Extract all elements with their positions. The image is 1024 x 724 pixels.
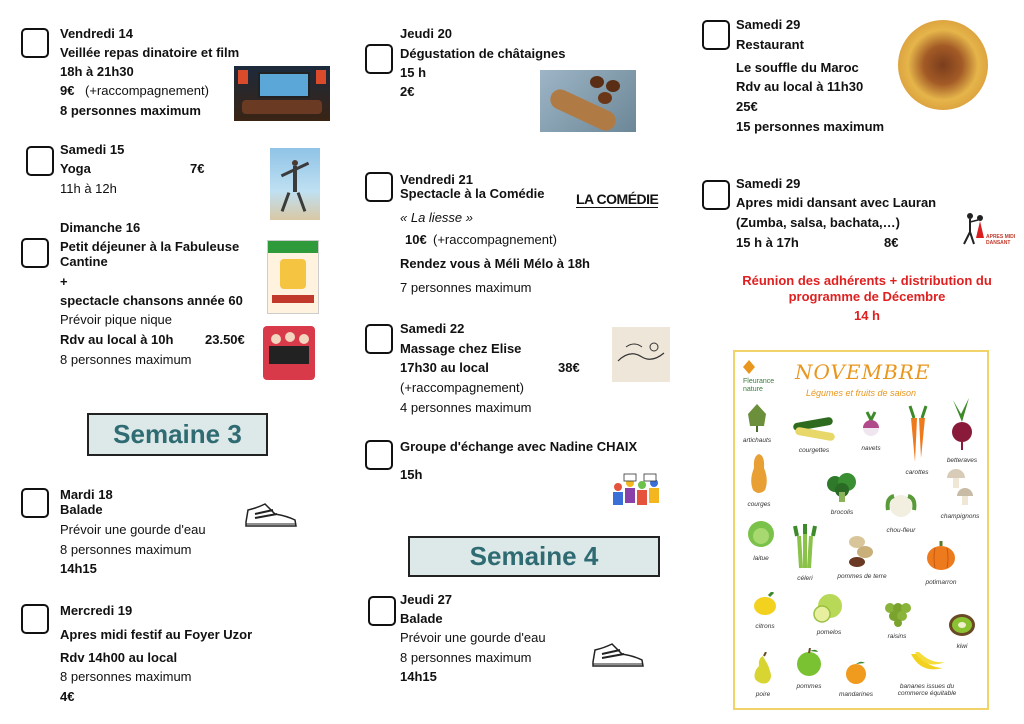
- veg-label: chou-fleur: [886, 527, 916, 534]
- checkbox-mardi18[interactable]: [21, 488, 49, 518]
- event-plus: +: [60, 274, 68, 289]
- event-price: 38€: [558, 360, 580, 375]
- event-title: Dégustation de châtaignes: [400, 46, 566, 61]
- veg-label: pomelos: [816, 629, 842, 636]
- event-title: Groupe d'échange avec Nadine CHAIX: [400, 439, 638, 454]
- event-title: Restaurant: [736, 37, 804, 52]
- veg-label: céleri: [797, 575, 813, 582]
- veg-navets: [851, 410, 891, 452]
- event-title: Apres midi dansant avec Lauran: [736, 195, 937, 210]
- veg-celeri: [785, 522, 825, 582]
- veg-pommes: [789, 648, 829, 690]
- veg-citrons: [747, 592, 783, 630]
- event-time: 15 h: [400, 65, 427, 80]
- event-show: spectacle chansons année 60: [60, 293, 243, 308]
- event-show: « La liesse »: [400, 210, 473, 225]
- veg-label: betteraves: [946, 457, 978, 464]
- veg-champignons: [935, 464, 985, 520]
- checkbox-jeudi27[interactable]: [368, 596, 396, 626]
- event-day: Vendredi 21: [400, 172, 473, 187]
- event-max: 8 personnes maximum: [400, 650, 532, 665]
- event-price: 10€: [405, 232, 427, 247]
- event-price: 8€: [884, 235, 899, 250]
- event-styles: (Zumba, salsa, bachata,…): [736, 215, 900, 230]
- reunion-time: 14 h: [853, 308, 880, 323]
- reunion-line2: programme de Décembre: [788, 289, 946, 304]
- veg-bananes: [887, 648, 967, 697]
- group-people-icon: [610, 473, 666, 509]
- event-time: 14h15: [400, 669, 437, 684]
- veg-label: courges: [747, 501, 771, 508]
- event-max: 15 personnes maximum: [736, 119, 885, 134]
- checkbox-samedi29b[interactable]: [702, 180, 730, 210]
- event-title: Veillée repas dinatoire et film: [60, 45, 240, 60]
- event-title: Yoga: [60, 161, 91, 176]
- reunion-line1: Réunion des adhérents + distribution du: [742, 273, 992, 288]
- poster-subtitle: Légumes et fruits de saison: [805, 388, 917, 398]
- veg-carottes: [897, 404, 937, 476]
- event-day: Samedi 15: [60, 142, 125, 157]
- veg-label: pommes de terre: [837, 573, 887, 580]
- brand-text: Fleurance nature: [743, 378, 775, 393]
- veg-label: courgettes: [798, 447, 830, 454]
- event-day: Jeudi 20: [400, 26, 453, 41]
- sneaker-icon: [590, 640, 646, 670]
- event-price: 9€: [60, 83, 75, 98]
- event-rdv: Rendez vous à Méli Mélo à 18h: [400, 256, 590, 271]
- veg-label: carottes: [905, 469, 929, 476]
- checkbox-dimanche16[interactable]: [21, 238, 49, 268]
- event-time: 15 h à 17h: [736, 235, 799, 250]
- event-place: Le souffle du Maroc: [736, 60, 859, 75]
- event-day: Mercredi 19: [60, 603, 133, 618]
- veg-chou-fleur: [879, 490, 923, 534]
- cinema-image: [234, 66, 330, 121]
- yoga-image: [270, 148, 320, 220]
- veg-potimarron: [915, 538, 967, 586]
- show-poster-image: [263, 326, 315, 380]
- la-comedie-logo: LA COMÉDIE: [576, 191, 659, 207]
- veg-label: mandarines: [839, 691, 873, 698]
- event-title: Balade: [400, 611, 443, 626]
- semaine-4-heading: Semaine 4: [408, 536, 660, 577]
- veg-pommes-de-terre: [833, 534, 891, 580]
- veg-courgettes: [787, 416, 841, 454]
- veg-brocolis: [819, 472, 865, 516]
- event-price: 4€: [60, 689, 75, 704]
- veg-label: commerce équitable: [897, 690, 957, 697]
- checkbox-vendredi21[interactable]: [365, 172, 393, 202]
- veg-label: champignons: [940, 513, 980, 520]
- event-title: Apres midi festif au Foyer Uzor: [60, 627, 253, 642]
- event-title: Petit déjeuner à la Fabuleuse: [60, 239, 240, 254]
- event-day: Vendredi 14: [60, 26, 133, 41]
- checkbox-samedi15[interactable]: [26, 146, 54, 176]
- veg-label: citrons: [755, 623, 775, 630]
- veg-label: laitue: [753, 555, 769, 562]
- veg-mandarines: [831, 660, 881, 698]
- event-title: Massage chez Elise: [400, 341, 522, 356]
- veg-label: artichauts: [742, 437, 772, 444]
- cantine-poster-image: [267, 240, 319, 314]
- veg-label: poire: [755, 691, 771, 698]
- event-max: 7 personnes maximum: [400, 280, 532, 295]
- event-accomp: (+raccompagnement): [85, 83, 209, 98]
- event-day: Dimanche 16: [60, 220, 141, 235]
- veg-courges: [739, 452, 779, 508]
- event-max: 8 personnes maximum: [60, 352, 192, 367]
- checkbox-samedi22[interactable]: [365, 324, 393, 354]
- event-title: Cantine: [60, 254, 108, 269]
- veg-artichauts: [737, 402, 777, 444]
- veg-poire: [743, 652, 783, 698]
- event-day: Mardi 18: [60, 487, 113, 502]
- veg-label: kiwi: [956, 643, 968, 650]
- veg-betteraves: [939, 396, 985, 464]
- event-day: Samedi 29: [736, 17, 801, 32]
- event-max: 8 personnes maximum: [60, 669, 192, 684]
- event-max: 8 personnes maximum: [60, 542, 192, 557]
- event-time: 18h à 21h30: [60, 64, 134, 79]
- semaine-3-heading: Semaine 3: [87, 413, 268, 456]
- event-rdv: Rdv au local à 11h30: [736, 79, 864, 94]
- couscous-image: [898, 20, 988, 110]
- dancing-logo-text: APRES MIDI DANSANT: [986, 234, 1016, 246]
- checkbox-vendredi14[interactable]: [21, 28, 49, 58]
- event-note: Prévoir une gourde d'eau: [400, 630, 546, 645]
- veg-raisins: [877, 598, 917, 640]
- event-max: 8 personnes maximum: [60, 103, 201, 118]
- event-time: 14h15: [60, 561, 97, 576]
- event-price: 23.50€: [205, 332, 245, 347]
- event-price: 25€: [736, 99, 758, 114]
- event-time: 11h à 12h: [60, 181, 117, 196]
- dancers-icon: [960, 210, 988, 250]
- season-poster: [733, 350, 989, 710]
- event-accomp: (+raccompagnement): [433, 232, 557, 247]
- veg-label: bananes issues du: [899, 683, 955, 690]
- checkbox-mercredi19[interactable]: [21, 604, 49, 634]
- checkbox-samedi29a[interactable]: [702, 20, 730, 50]
- checkbox-jeudi20[interactable]: [365, 44, 393, 74]
- event-time: 15h: [400, 467, 423, 482]
- chestnuts-image: [540, 70, 636, 132]
- event-time: 17h30 au local: [400, 360, 489, 375]
- veg-laitue: [741, 518, 781, 562]
- event-rdv: Rdv 14h00 au local: [60, 650, 178, 665]
- veg-pomelos: [807, 592, 851, 636]
- poster-title: NOVEMBRE: [795, 360, 931, 384]
- veg-label: potimarron: [925, 579, 957, 586]
- veg-label: brocolis: [830, 509, 854, 516]
- event-day: Samedi 29: [736, 176, 801, 191]
- event-price: 7€: [190, 161, 205, 176]
- event-max: 4 personnes maximum: [400, 400, 532, 415]
- massage-image: [612, 327, 670, 382]
- event-title: Balade: [60, 502, 103, 517]
- event-note: Prévoir une gourde d'eau: [60, 522, 206, 537]
- event-day: Samedi 22: [400, 321, 465, 336]
- event-price: 2€: [400, 84, 415, 99]
- event-accomp: (+raccompagnement): [400, 380, 524, 395]
- event-rdv: Rdv au local à 10h: [60, 332, 174, 347]
- event-day: Jeudi 27: [400, 592, 453, 607]
- checkbox-groupe[interactable]: [365, 440, 393, 470]
- veg-label: pommes: [796, 683, 822, 690]
- veg-label: raisins: [887, 633, 907, 640]
- veg-label: navets: [861, 445, 881, 452]
- event-note: Prévoir pique nique: [60, 312, 173, 327]
- sneaker-icon: [243, 500, 299, 530]
- veg-kiwi: [943, 612, 981, 650]
- event-title: Spectacle à la Comédie: [400, 186, 545, 201]
